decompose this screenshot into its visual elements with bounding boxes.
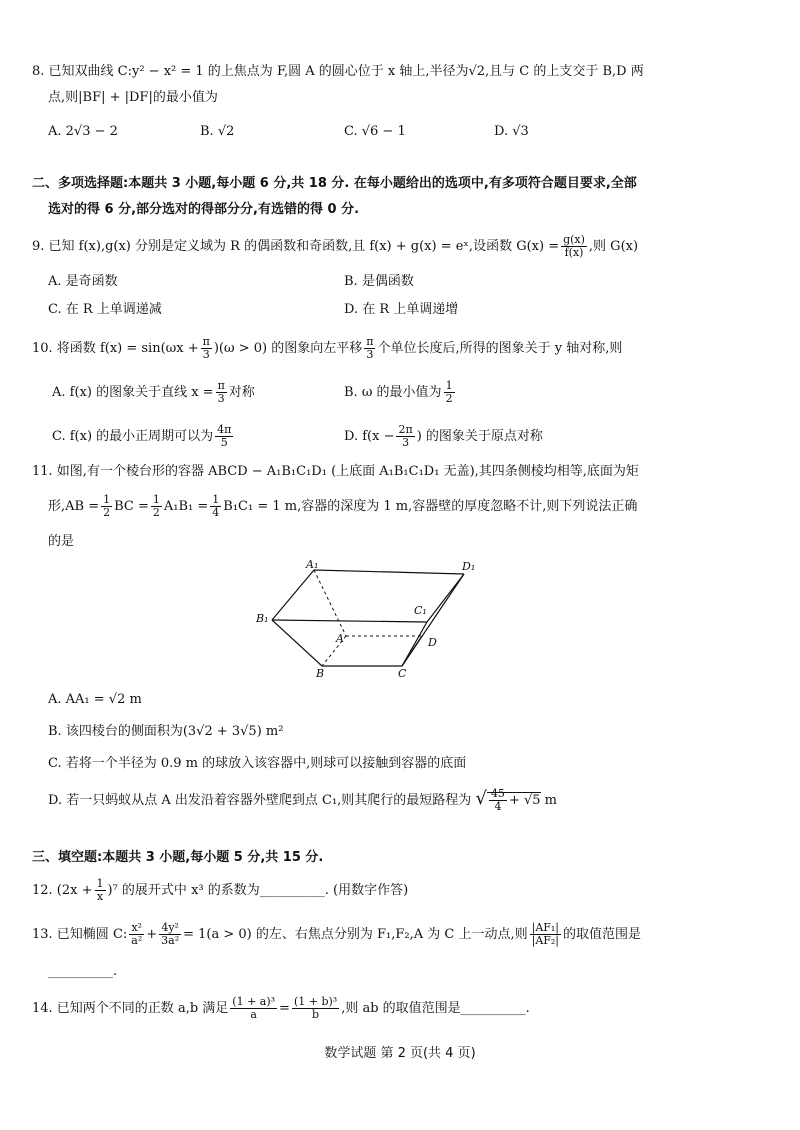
q9-option-c: C. 在 R 上单调递减 xyxy=(48,302,162,317)
label-a: A xyxy=(336,632,344,645)
label-b1: B₁ xyxy=(256,612,269,625)
q11-line3: 的是 xyxy=(48,534,75,549)
radical-sign: √ xyxy=(475,788,487,809)
label-c: C xyxy=(398,667,407,680)
label-d1: D₁ xyxy=(462,560,476,573)
q8-option-b: B. √2 xyxy=(200,124,235,139)
q8-option-a: A. 2√3 − 2 xyxy=(48,124,118,139)
q11-option-c: C. 若将一个半径为 0.9 m 的球放入该容器中,则球可以接触到容器的底面 xyxy=(48,756,467,771)
q11-option-d: D. 若一只蚂蚁从点 A 出发沿着容器外壁爬到点 C₁,则其爬行的最短路程为 √ $\frac{45}{4}$ + √5 m xyxy=(48,787,557,813)
page-footer: 数学试题 第 2 页(共 4 页) xyxy=(324,1046,476,1061)
q11-option-b: B. 该四棱台的侧面积为(3√2 + 3√5) m² xyxy=(48,724,284,739)
section2-heading-line2: 选对的得 6 分,部分选对的得部分分,有选错的得 0 分. xyxy=(48,202,360,217)
label-d: D xyxy=(428,636,437,649)
q12-stem: 12. (2x + $\frac{1}{x}$ )⁷ 的展开式中 x³ 的系数为__________. (用数字作答) xyxy=(32,877,409,903)
q10-stem: 10. 将函数 f(x) = sin(ωx + $\frac{\pi}{3}$ )(ω > 0) 的图象向左平移 $\frac{\pi}{3}$ 个单位长度后,所得的图象关于 y 轴对称,则 xyxy=(32,335,623,361)
q8-line2: 点,则|BF| + |DF|的最小值为 xyxy=(48,90,218,105)
label-a1: A₁ xyxy=(306,560,319,571)
q9-fraction: $\frac{g(x)}{f(x)}$ xyxy=(563,233,585,259)
q11-line1: 11. 如图,有一个棱台形的容器 ABCD − A₁B₁C₁D₁ (上底面 A₁B₁C₁D₁ 无盖),其四条侧棱均相等,底面为矩 xyxy=(32,464,639,479)
label-b: B xyxy=(316,667,325,680)
label-c1: C₁ xyxy=(414,604,427,617)
q8-option-c: C. √6 − 1 xyxy=(344,124,406,139)
q10-option-c: C. f(x) 的最小正周期可以为 $\frac{4\pi}{5}$ xyxy=(52,423,232,449)
q11-option-a: A. AA₁ = √2 m xyxy=(48,692,142,707)
q9-text: 9. 已知 f(x),g(x) 分别是定义域为 R 的偶函数和奇函数,且 f(x) + g(x) = eˣ,设函数 G(x) = xyxy=(32,239,560,254)
section3-heading: 三、填空题:本题共 3 小题,每小题 5 分,共 15 分. xyxy=(32,850,324,865)
q9-option-d: D. 在 R 上单调递增 xyxy=(344,302,459,317)
q9-text-tail: ,则 G(x) xyxy=(588,239,639,254)
frustum-diagram xyxy=(254,560,494,680)
q9-stem xyxy=(32,232,780,262)
q14-stem: 14. 已知两个不同的正数 a,b 满足 $\frac{\text{(1 + a)³}}{a}$ = $\frac{\text{(1 + b)³}}{b}$ ,则 ab 的取值范围是__________. xyxy=(32,995,530,1021)
q8-line1: 8. 已知双曲线 C:y² − x² = 1 的上焦点为 F,圆 A 的圆心位于 x 轴上,半径为√2,且与 C 的上支交于 B,D 两 xyxy=(32,64,644,79)
section2-heading-line1: 二、多项选择题:本题共 3 小题,每小题 6 分,共 18 分. 在每小题给出的选项中,有多项符合题目要求,全部 xyxy=(32,176,637,191)
q13-stem: 13. 已知椭圆 C: $\frac{\text{x²}}{\text{a²}}$ + $\frac{\text{4y²}}{\text{3a²}}$ = 1(a > 0) 的左、右焦点分别为 F₁,F₂,A 为 C 上一动点,则 $\frac{\text{|AF₁|}}{\text{|AF₂|}}$ 的取值范围是 xyxy=(32,921,642,947)
q13-answer-blank: __________. xyxy=(48,964,118,979)
q11-line2: 形,AB = $\frac{1}{2}$ BC = $\frac{1}{2}$ A₁B₁ = $\frac{1}{4}$ B₁C₁ = 1 m,容器的深度为 1 m,容器壁的厚度忽略不计,则下列说法正确 xyxy=(48,493,638,519)
q9-option-b: B. 是偶函数 xyxy=(344,274,414,289)
q10-option-a: A. f(x) 的图象关于直线 x = $\frac{\pi}{3}$ 对称 xyxy=(52,379,255,405)
q10-option-d: D. f(x − $\frac{2\pi}{3}$ ) 的图象关于原点对称 xyxy=(344,423,543,449)
q8-option-d: D. √3 xyxy=(494,124,529,139)
q10-option-b: B. ω 的最小值为 $\frac{1}{2}$ xyxy=(344,379,453,405)
q9-option-a: A. 是奇函数 xyxy=(48,274,118,289)
